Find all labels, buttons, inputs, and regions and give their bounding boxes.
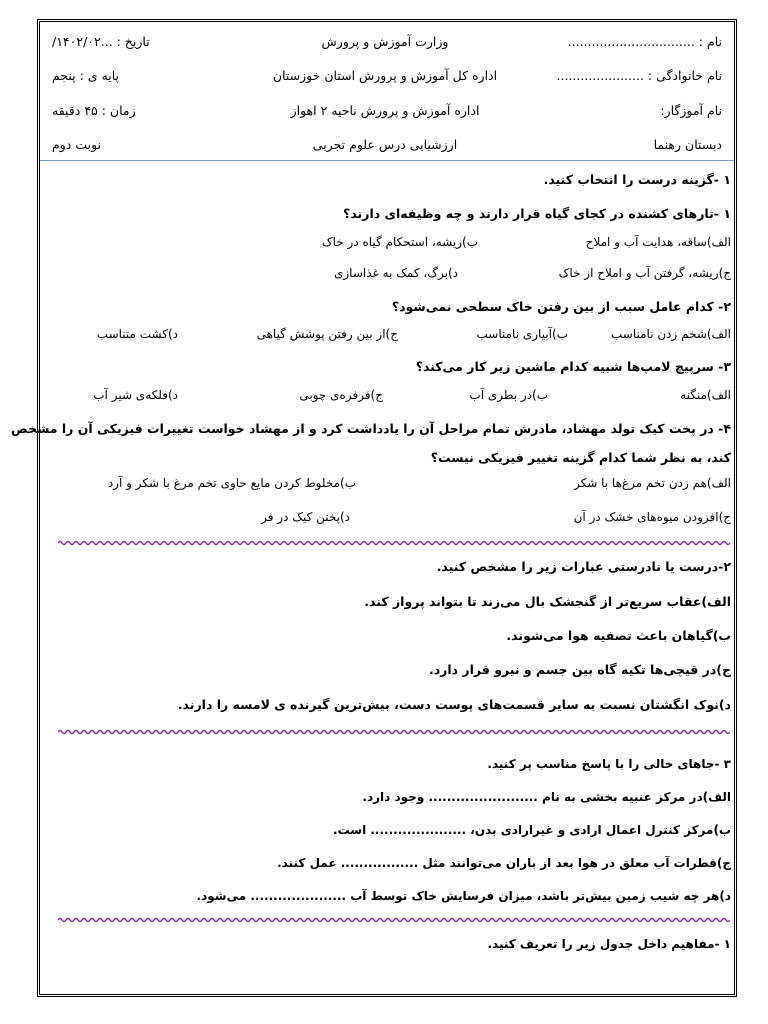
section2-item-b: ب)گیاهان باعث تصفیه هوا می‌شوند. [506,628,731,643]
q2-option-a: الف)شخم زدن نامناسب [611,327,731,341]
q3-option-b: ب)در بطری آب [469,388,548,402]
q3-option-a: الف)منگنه [680,388,731,402]
student-name-field: نام : ................................ [567,34,722,49]
school-name: دبستان رهنما [653,137,722,152]
q2-option-d: د)کشت متناسب [96,327,178,341]
section2-title: ۲-درست یا نادرستی عبارات زیر را مشخص کنید. [436,559,731,574]
section-separator-2 [58,729,730,735]
section3-title: ۳ -جاهای خالی را با پاسخ مناسب پر کنید. [487,757,731,771]
header-row-2 [44,64,730,88]
q3-option-d: د)فلکه‌ی شیر آب [93,388,178,402]
duration-field: زمان : ۴۵ دقیقه [52,103,136,118]
q4-option-a: الف)هم زدن تخم مرغ‌ها با شکر [574,476,731,490]
q3-option-c: ج)فرفره‌ی چوبی [299,388,383,402]
q4-option-c: ج)افزودن میوه‌های خشک در آن [573,510,731,524]
section3-item-a: الف)در مرکز عنبیه بخشی به نام ........................ وجود دارد. [362,790,731,804]
section4-title: ۱ -مفاهیم داخل جدول زیر را تعریف کنید. [487,937,731,951]
section3-item-c: ج)قطرات آب معلق در هوا بعد از باران می‌توانند مثل ................. عمل کنند. [277,856,731,870]
q2-option-c: ج)از بین رفتن پوشش گیاهی [256,327,398,341]
section1-title: ۱ -گزینه درست را انتخاب کنید. [543,172,731,187]
province-office-title: اداره کل آموزش و پرورش استان خوزستان [272,68,498,83]
q4-option-b: ب)مخلوط کردن مایع حاوی تخم مرغ با شکر و آرد [107,476,356,490]
q4-text-line1: ۴- در پخت کیک تولد مهشاد، مادرش تمام مراحل آن را یادداشت کرد و از مهشاد خواست تغییرات فیزیکی آن را مشخص [11,421,731,436]
q1-text: ۱ -تارهای کشنده در کجای گیاه قرار دارند و چه وظیفه‌ای دارند؟ [343,206,731,221]
grade-field: پایه ی : پنجم [52,68,120,83]
page-border [37,19,737,997]
q2-option-b: ب)آبیاری نامناسب [476,327,568,341]
section2-item-d: د)نوک انگشتان نسبت به سایر قسمت‌های پوست دست، بیش‌ترین گیرنده ی لامسه را دارند. [177,697,731,712]
q1-option-a: الف)ساقه، هدایت آب و املاح [585,235,731,249]
date-field: تاریخ : ...۱۴۰۲/۰۲/ [52,34,150,49]
header-row-4 [44,133,730,157]
header-row-1 [44,30,730,54]
section2-item-c: ج)در قیچی‌ها تکیه گاه بین جسم و نیرو قرار دارد. [429,662,731,677]
q2-text: ۲- کدام عامل سبب از بین رفتن خاک سطحی نمی‌شود؟ [391,299,731,314]
q4-text-line2: کند، به نظر شما کدام گزینه تغییر فیزیکی نیست؟ [430,450,731,465]
section-separator-3 [58,917,730,923]
header-divider [40,160,734,161]
q1-option-b: ب)ریشه، استحکام گیاه در خاک [321,235,478,249]
section2-item-a: الف)عقاب سریع‌تر از گنجشک بال می‌زند تا بتواند پرواز کند. [364,594,731,609]
q4-option-d: د)پختن کیک در فر [261,510,350,524]
district-office-title: اداره آموزش و پرورش ناحیه ۲ اهواز [290,103,480,118]
teacher-name-field: نام آموزگار: [660,103,722,118]
section-separator-1 [58,540,730,546]
header-row-3 [44,99,730,123]
family-name-field: نام خانوادگی : ...................... [556,68,722,83]
q1-option-c: ج)ریشه، گرفتن آب و املاح از خاک [558,266,731,280]
section3-item-d: د)هر چه شیب زمین بیش‌تر باشد، میزان فرسایش خاک توسط آب ..................... می‌شود. [196,889,731,903]
q1-option-d: د)برگ، کمک به غذاسازی [333,266,458,280]
section3-item-b: ب)مرکز کنترل اعمال ارادی و غیرارادی بدن، ..................... است. [333,823,731,837]
ministry-title: وزارت آموزش و پرورش [321,34,449,49]
exam-title: ارزشیابی درس علوم تجربی [312,137,458,152]
q3-text: ۳- سرپیچ لامپ‌ها شبیه کدام ماشین زیر کار می‌کند؟ [415,359,731,374]
term-field: نوبت دوم [52,137,102,152]
